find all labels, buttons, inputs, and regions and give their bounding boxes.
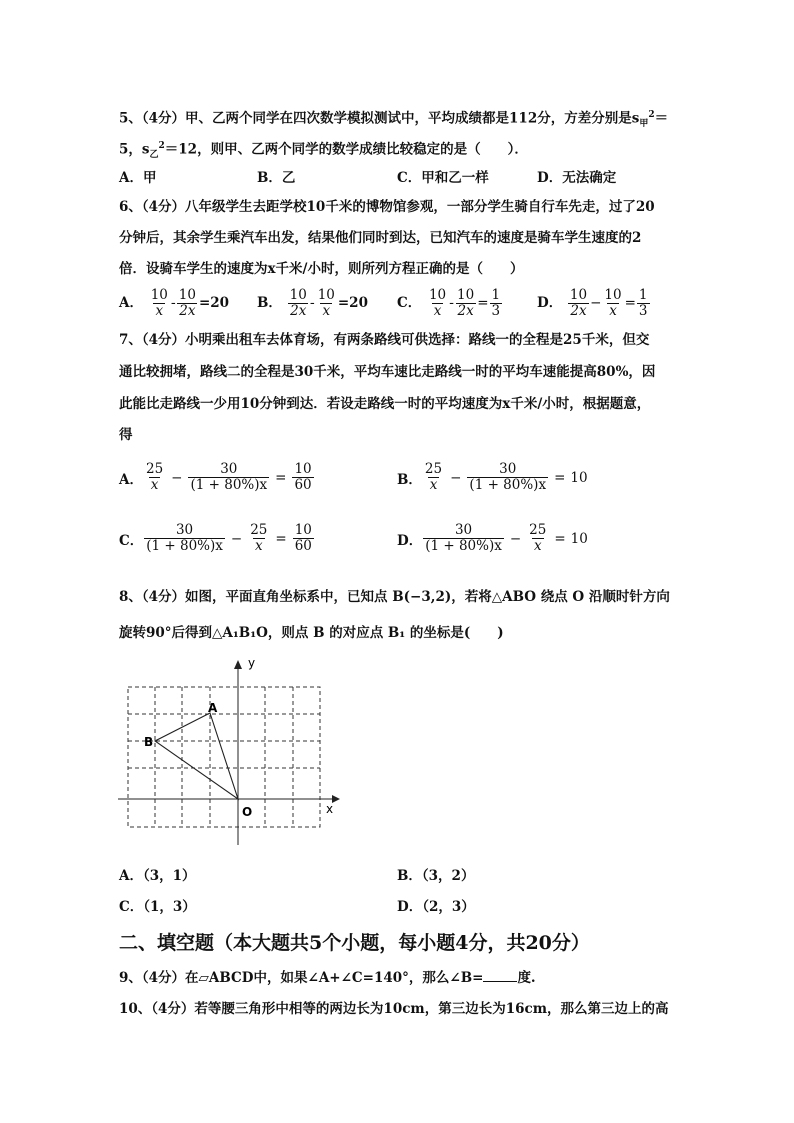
q6-line3: 倍．设骑车学生的速度为x千米/小时，则所列方程正确的是（ ）: [119, 261, 524, 277]
fraction: $\frac{10}{60}$: [294, 461, 312, 493]
q8-option-d: D．（2，3）: [397, 899, 475, 915]
triangle-abo: [155, 713, 238, 799]
fraction: $\frac{10}{x}$: [150, 287, 168, 319]
fraction: $\frac{25}{x}$: [250, 522, 268, 554]
fraction: $\frac{30}{(1 + 80\%)x}$: [146, 522, 223, 554]
fraction: $\frac{10}{x}$: [428, 287, 447, 319]
q6-option-a: A． $\frac{10}{x}$ - $\frac{10}{2x}$ =20: [119, 287, 230, 319]
fraction: $\frac{30}{(1 + 80\%)x}$: [469, 461, 547, 493]
fraction: $\frac{10}{2x}$: [178, 287, 196, 319]
fraction: $\frac{10}{2x}$: [457, 287, 475, 319]
fraction: $\frac{10}{2x}$: [569, 287, 588, 319]
fraction: $\frac{1}{3}$: [491, 287, 501, 319]
q9-line: 9、（4分）在▱ABCD中，如果∠A+∠C=140°，那么∠B= 度.: [119, 967, 536, 987]
q6-option-d: D． $\frac{10}{2x}$ − $\frac{10}{x}$ = $\frac{1}{3}$: [537, 287, 648, 319]
origin-label: O: [242, 805, 253, 819]
fraction: $\frac{25}{x}$: [529, 522, 547, 554]
x-axis-label: x: [326, 802, 334, 816]
q6-line1: 6、（4分）八年级学生去距学校10千米的博物馆参观，一部分学生骑自行车先走，过了20: [119, 199, 655, 215]
fraction: $\frac{30}{(1 + 80\%)x}$: [190, 461, 268, 493]
answer-blank: [483, 967, 517, 982]
q7-line2: 通比较拥堵，路线二的全程是30千米，平均车速比走路线一时的平均车速能提高80%，因: [119, 364, 656, 380]
q7-option-c: C． $\frac{30}{(1 + 80\%)x}$ − $\frac{25}{x}$ = $\frac{10}{60}$: [119, 522, 312, 554]
point-a-label: A: [208, 701, 218, 715]
q7-line3: 此能比走路线一少用10分钟到达．若设走路线一时的平均速度为x千米/小时，根据题意，: [119, 396, 651, 412]
q6-option-c: C． $\frac{10}{x}$ - $\frac{10}{2x}$ = $\frac{1}{3}$: [397, 287, 501, 319]
fraction: $\frac{30}{(1 + 80\%)x}$: [425, 522, 502, 554]
point-b-label: B: [144, 735, 154, 749]
q6-option-b: B． $\frac{10}{2x}$ - $\frac{10}{x}$ =20: [257, 287, 368, 319]
fraction: $\frac{10}{60}$: [294, 522, 312, 554]
y-axis-arrow: [234, 660, 242, 669]
q7-line1: 7、（4分）小明乘出租车去体育场，有两条路线可供选择：路线一的全程是25千米，但交: [119, 332, 650, 348]
q10-line1: 10、（4分）若等腰三角形中相等的两边长为10cm，第三边长为16cm，那么第三边上的高: [119, 1001, 669, 1017]
q7-option-b: B． $\frac{25}{x}$ − $\frac{30}{(1 + 80\%)x}$ = 10: [397, 461, 588, 493]
fraction: $\frac{25}{x}$: [145, 461, 164, 493]
x-axis-arrow: [332, 795, 340, 803]
q8-option-a: A．（3，1）: [119, 868, 196, 884]
fraction: $\frac{25}{x}$: [424, 461, 443, 493]
section-heading-fill-in: 二、填空题（本大题共5个小题，每小题4分，共20分）: [119, 932, 590, 954]
q5-option-b: B．乙: [257, 170, 296, 186]
q5-line1: 5、（4分）甲、乙两个同学在四次数学模拟测试中，平均成绩都是112分，方差分别是$s_甲^2=$: [119, 110, 669, 130]
fraction: $\frac{10}{x}$: [317, 287, 335, 319]
fraction: $\frac{1}{3}$: [638, 287, 648, 319]
fraction: $\frac{10}{x}$: [604, 287, 622, 319]
q7-line4: 得: [119, 427, 133, 443]
q7-option-d: D． $\frac{30}{(1 + 80\%)x}$ − $\frac{25}{x}$ = 10: [397, 522, 588, 554]
q5-line2: 5，$s_乙^2=12$，则甲、乙两个同学的数学成绩比较稳定的是（ ）．: [119, 141, 528, 161]
coordinate-grid-figure: [118, 655, 344, 847]
q8-option-b: B．（3，2）: [397, 868, 475, 884]
q8-line1: 8、（4分）如图，平面直角坐标系中，已知点 B(−3,2)，若将△ABO 绕点 O 沿顺时针方向: [119, 589, 670, 605]
y-axis-label: y: [248, 656, 256, 670]
q5-option-a: A．甲: [119, 170, 157, 186]
q7-option-a: A． $\frac{25}{x}$ − $\frac{30}{(1 + 80\%)x}$ = $\frac{10}{60}$: [119, 461, 312, 493]
fraction: $\frac{10}{2x}$: [289, 287, 307, 319]
q6-line2: 分钟后，其余学生乘汽车出发，结果他们同时到达，已知汽车的速度是骑车学生速度的2: [119, 230, 642, 246]
q5-option-d: D．无法确定: [537, 170, 617, 186]
q8-line2: 旋转90°后得到△A₁B₁O，则点 B 的对应点 B₁ 的坐标是( ): [119, 625, 504, 641]
q8-option-c: C．（1，3）: [119, 899, 196, 915]
q5-option-c: C．甲和乙一样: [397, 170, 489, 186]
